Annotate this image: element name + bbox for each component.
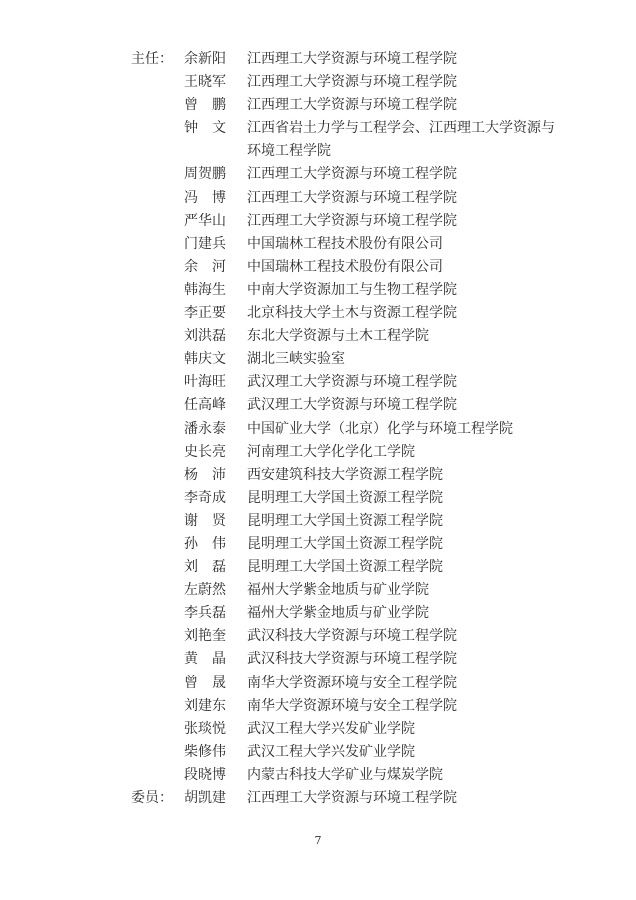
- committee-row: [0, 627, 636, 650]
- member-affiliation: 福州大学紫金地质与矿业学院: [247, 605, 429, 622]
- member-affiliation: 昆明理工大学国土资源工程学院: [247, 489, 443, 506]
- member-name: 史长亮: [184, 443, 226, 460]
- member-name: 李奇成: [184, 489, 226, 506]
- member-name: 曾鹏: [184, 97, 240, 114]
- member-affiliation: 昆明理工大学国土资源工程学院: [247, 512, 443, 529]
- member-role: 委员：: [131, 790, 173, 806]
- member-name: 刘艳奎: [184, 628, 226, 645]
- member-affiliation: 江西理工大学资源与环境工程学院: [247, 74, 457, 91]
- member-name: 曾晟: [184, 674, 240, 691]
- member-affiliation: 武汉科技大学资源与环境工程学院: [247, 651, 457, 668]
- committee-row: [0, 235, 636, 258]
- member-name: 韩海生: [184, 281, 226, 298]
- committee-list: [0, 50, 636, 812]
- member-affiliation: 中国瑞林工程技术股份有限公司: [247, 258, 443, 275]
- committee-row: [0, 165, 636, 188]
- committee-row: [0, 697, 636, 720]
- member-name: 余河: [184, 258, 240, 275]
- committee-row: [0, 373, 636, 396]
- member-affiliation: 昆明理工大学国土资源工程学院: [247, 535, 443, 552]
- committee-row: [0, 789, 636, 812]
- member-name: 冯博: [184, 189, 240, 206]
- committee-row: [0, 258, 636, 281]
- committee-row: [0, 720, 636, 743]
- committee-row: [0, 304, 636, 327]
- member-affiliation: 南华大学资源环境与安全工程学院: [247, 697, 457, 714]
- committee-row: [0, 581, 636, 604]
- committee-row: [0, 512, 636, 535]
- member-affiliation: 内蒙古科技大学矿业与煤炭学院: [247, 766, 443, 783]
- member-affiliation: 昆明理工大学国土资源工程学院: [247, 559, 443, 576]
- member-name: 刘洪磊: [184, 328, 226, 345]
- member-affiliation: 江西理工大学资源与环境工程学院: [247, 189, 457, 206]
- committee-row: [0, 281, 636, 304]
- member-affiliation: 江西理工大学资源与环境工程学院: [247, 97, 457, 114]
- committee-row: [0, 420, 636, 443]
- member-name: 钟文: [184, 120, 240, 137]
- member-affiliation: 江西省岩土力学与工程学会、江西理工大学资源与: [247, 120, 555, 137]
- member-affiliation: 江西理工大学资源与环境工程学院: [247, 51, 457, 67]
- member-name: 潘永泰: [184, 420, 226, 437]
- committee-row: [0, 489, 636, 512]
- member-name: 张琰悦: [184, 720, 226, 737]
- member-affiliation: 西安建筑科技大学资源工程学院: [247, 466, 443, 483]
- member-name: 门建兵: [184, 235, 226, 252]
- member-affiliation: 中国瑞林工程技术股份有限公司: [247, 235, 443, 252]
- member-affiliation: 武汉理工大学资源与环境工程学院: [247, 374, 457, 391]
- member-role: 主任：: [131, 51, 173, 67]
- member-name: 余新阳: [184, 51, 226, 67]
- member-affiliation: 武汉科技大学资源与环境工程学院: [247, 628, 457, 645]
- member-name: 任高峰: [184, 397, 226, 414]
- member-name: 严华山: [184, 212, 226, 229]
- member-affiliation: 武汉工程大学兴发矿业学院: [247, 720, 415, 737]
- member-name: 杨沛: [184, 466, 240, 483]
- committee-row: [0, 142, 636, 165]
- member-name: 柴修伟: [184, 743, 226, 760]
- member-affiliation: 中国矿业大学（北京）化学与环境工程学院: [247, 420, 513, 437]
- member-name: 左蔚然: [184, 582, 226, 599]
- committee-row: [0, 96, 636, 119]
- committee-row: [0, 766, 636, 789]
- committee-row: [0, 466, 636, 489]
- committee-row: [0, 396, 636, 419]
- committee-row: [0, 189, 636, 212]
- member-name: 王晓军: [184, 74, 226, 91]
- committee-row: [0, 73, 636, 96]
- member-name: 周贺鹏: [184, 166, 226, 183]
- committee-row: [0, 604, 636, 627]
- member-name: 刘建东: [184, 697, 226, 714]
- member-affiliation: 江西理工大学资源与环境工程学院: [247, 790, 457, 806]
- committee-row: [0, 674, 636, 697]
- member-affiliation: 河南理工大学化学化工学院: [247, 443, 415, 460]
- member-name: 胡凯建: [184, 790, 226, 806]
- member-affiliation: 湖北三峡实验室: [247, 351, 345, 368]
- committee-row: [0, 327, 636, 350]
- page-number: 7: [314, 834, 322, 847]
- member-name: 刘磊: [184, 559, 240, 576]
- member-affiliation: 环境工程学院: [247, 143, 331, 160]
- committee-row: [0, 350, 636, 373]
- member-name: 韩庆文: [184, 351, 226, 368]
- member-name: 李兵磊: [184, 605, 226, 622]
- member-name: 段晓博: [184, 766, 226, 783]
- committee-row: [0, 443, 636, 466]
- member-name: 叶海旺: [184, 374, 226, 391]
- committee-row: [0, 119, 636, 142]
- member-affiliation: 中南大学资源加工与生物工程学院: [247, 281, 457, 298]
- member-affiliation: 东北大学资源与土木工程学院: [247, 328, 429, 345]
- member-affiliation: 武汉工程大学兴发矿业学院: [247, 743, 415, 760]
- member-affiliation: 武汉理工大学资源与环境工程学院: [247, 397, 457, 414]
- member-affiliation: 南华大学资源环境与安全工程学院: [247, 674, 457, 691]
- member-name: 谢贤: [184, 512, 240, 529]
- member-affiliation: 江西理工大学资源与环境工程学院: [247, 166, 457, 183]
- committee-row: [0, 558, 636, 581]
- member-name: 李正要: [184, 305, 226, 322]
- committee-row: [0, 212, 636, 235]
- member-affiliation: 福州大学紫金地质与矿业学院: [247, 582, 429, 599]
- committee-row: [0, 650, 636, 673]
- committee-row: [0, 535, 636, 558]
- member-name: 孙伟: [184, 535, 240, 552]
- committee-row: [0, 50, 636, 73]
- committee-row: [0, 743, 636, 766]
- member-name: 黄晶: [184, 651, 240, 668]
- member-affiliation: 北京科技大学土木与资源工程学院: [247, 305, 457, 322]
- member-affiliation: 江西理工大学资源与环境工程学院: [247, 212, 457, 229]
